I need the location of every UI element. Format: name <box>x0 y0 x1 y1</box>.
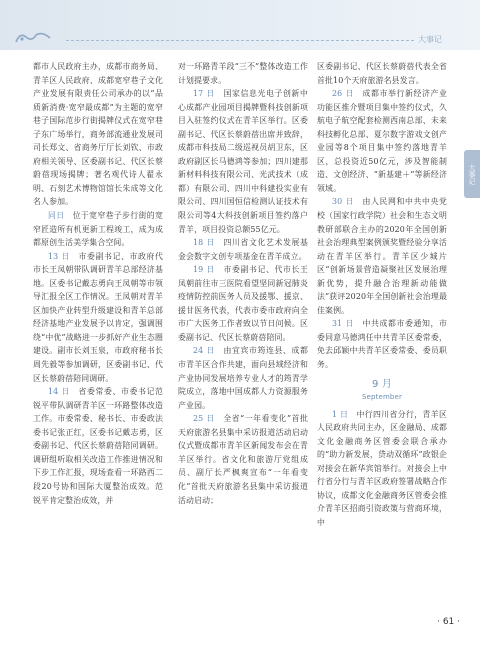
entry-date: 18 日 <box>193 238 215 248</box>
entry-date: 25 日 <box>193 414 215 424</box>
entry-date: 30 日 <box>332 197 354 207</box>
entry-text: 位于宽窄巷子步行街的宽窄匠造所有机更新工程竣工，成为成都原创生活美学集合空间。 <box>33 211 163 248</box>
entry-text: 国家信息光电子创新中心成都产业园项目揭牌暨科技创新项目入驻签约仪式在青羊区举行。区委副书记、代区长蔡蔚蓓出席并致辞，成都市科技局二级巡视员胡卫东，区政府副区长马德鸿等参加；四川建那新材料科技有限公司、光武技术（成都）有限公司、四川中科建投实业有限公司、四川国恒信检测认证技术有限公司等4大科技创新项目签约落户青羊，项目投资总额55亿元。 <box>178 89 308 234</box>
dated-entry <box>178 87 308 236</box>
dated-entry <box>317 195 447 317</box>
text-column-1 <box>33 60 163 507</box>
header-band <box>0 0 480 50</box>
paragraph: 对一环路青羊段“三不”整体改造工作计划提要求。 <box>178 62 308 85</box>
entry-text: 中行四川省分行，青羊区人民政府共同主办，区金融局、成都文化金融商务区管委会联合承办的“助力新发展，贷动双循环”政银企对接会在新华宾馆举行。对接会上中行省分行与青羊区政府签署战略合作协议，成都文化金融商务区管委会推介青羊区招商引资政策与营商环境，中 <box>317 409 447 527</box>
entry-date: 同日 <box>48 211 65 221</box>
dated-entry <box>178 344 308 412</box>
entry-date: 31 日 <box>332 319 354 329</box>
dated-entry <box>178 263 308 344</box>
entry-date: 24 日 <box>193 346 215 356</box>
entry-text: 由人民网和中共中央党校（国家行政学院）社会和生态文明教研部联合主办的2020年全国创新社会治理典型案例颁奖暨经验分享活动在青羊区举行。青羊区少城片区“创新场景营造凝聚社区发展治理新优势，提升融合治理新动能做法”获评2020年全国创新社会治理最佳案例。 <box>317 197 447 315</box>
logo-icon <box>14 30 60 44</box>
side-section-tab: 大事记 <box>464 150 480 198</box>
dated-entry <box>317 87 447 195</box>
dated-entry <box>33 250 163 385</box>
entry-date: 17 日 <box>193 89 215 99</box>
entry-text: 四川省文化艺术发展基金会数字文创专项基金在青羊成立。 <box>178 238 308 261</box>
entry-text: 省委常委、市委书记范锐平带队调研青羊区一环路整体改造工作。市委常委、秘书长、市委政法委书记张正红，区委书记戴志勇，区委副书记、代区长蔡蔚蓓陪同调研。调研组听取相关改造工作推进情况和下步工作汇报，现场查看一环路西二段20号协和国际大厦整治成效。范锐平肯定整治成效，并 <box>33 387 163 505</box>
entry-text: 由宜宾市筠连县、成都市青羊区合作共建，面向县域经济和产业协同发展培养专业人才的筠青学院成立，落地中国成都人力资源服务产业园。 <box>178 346 308 410</box>
dated-entry <box>178 236 308 263</box>
entry-text: 中共成都市委通知，市委同意马德鸿任中共青羊区委常委，免去邱颖中共青羊区委常委、委员职务。 <box>317 319 447 370</box>
paragraph: 区委副书记、代区长蔡蔚蓓代表全省首批10个天府旅游名县发言。 <box>317 62 447 85</box>
entry-date: 26 日 <box>332 89 354 99</box>
dated-entry <box>178 412 308 507</box>
entry-date: 19 日 <box>193 265 215 275</box>
text-column-3 <box>317 60 447 530</box>
dated-entry <box>33 209 163 250</box>
entry-date: 13 日 <box>48 251 70 261</box>
entry-text: 成都市举行新经济产业功能区推介暨项目集中签约仪式，久航电子航空配套检测西南总部、未来科技孵化总部、夏尔数字游戏文创产业园等8个项目集中签约落地青羊区，总投资近50亿元，涉及智能制造、文创经济、“新基建＋”等新经济领域。 <box>317 89 447 193</box>
month-title-english: September <box>361 392 403 401</box>
text-column-2 <box>178 60 308 507</box>
month-divider <box>317 378 447 402</box>
paragraph: 都市人民政府主办，成都市商务局、青羊区人民政府、成都宽窄巷子文化产业发展有限责任公司承办的以“品质新消费·宽窄最成都”为主题的宽窄巷子国际范步行街揭牌仪式在宽窄巷子东广场举行，商务部流通业发展司司长郑文、省商务厅厅长刘钦、市政府相关领导、区委副书记、代区长蔡蔚蓓现场揭牌；著名观代诗人翟永明、石刻艺术博物馆馆长朱成等文化名人参加。 <box>33 62 163 207</box>
entry-date: 14 日 <box>48 387 70 397</box>
page-number: · 61 · <box>437 617 460 627</box>
dated-entry <box>33 385 163 507</box>
entry-text: 全省“一年看变化”首批天府旅游名县集中采访报道活动启动仪式暨成都市青羊区新闻发布会在青羊区举行。省文化和旅游厅党组成员、副厅长严枫爽宣布“一年看变化”首批天府旅游名县集中采访报道活动启动； <box>178 414 309 505</box>
dated-entry <box>317 317 447 371</box>
entry-text: 市委副书记、代市长王凤朝前往市三医院看望坚同新冠肺炎疫情防控前医务人员及援鄂、援京、援甘医务代表，代表市委市政府向全市广大医务工作者致以节日问候。区委副书记、代区长蔡蔚蓓陪同。 <box>178 265 308 342</box>
header-divider <box>66 40 414 41</box>
section-title: 大事记 <box>418 35 442 44</box>
dated-entry <box>317 408 447 530</box>
entry-text: 市委副书记、市政府代市长王凤朝带队调研青羊总部经济基地。区委书记戴志勇向王凤朝等市领导汇报全区工作情况。王凤朝对青羊区加快产业转型升级建设和青羊总部经济基地产业发展予以肯定，强调围绕“中优”战略进一步抓好产业生态圈建设。副市长刘玉泉，市政府秘书长周先毅等参加调研，区委副书记、代区长蔡蔚蓓陪同调研。 <box>33 251 163 383</box>
month-title: 9 月 <box>372 378 392 390</box>
entry-date: 1 日 <box>332 409 349 419</box>
